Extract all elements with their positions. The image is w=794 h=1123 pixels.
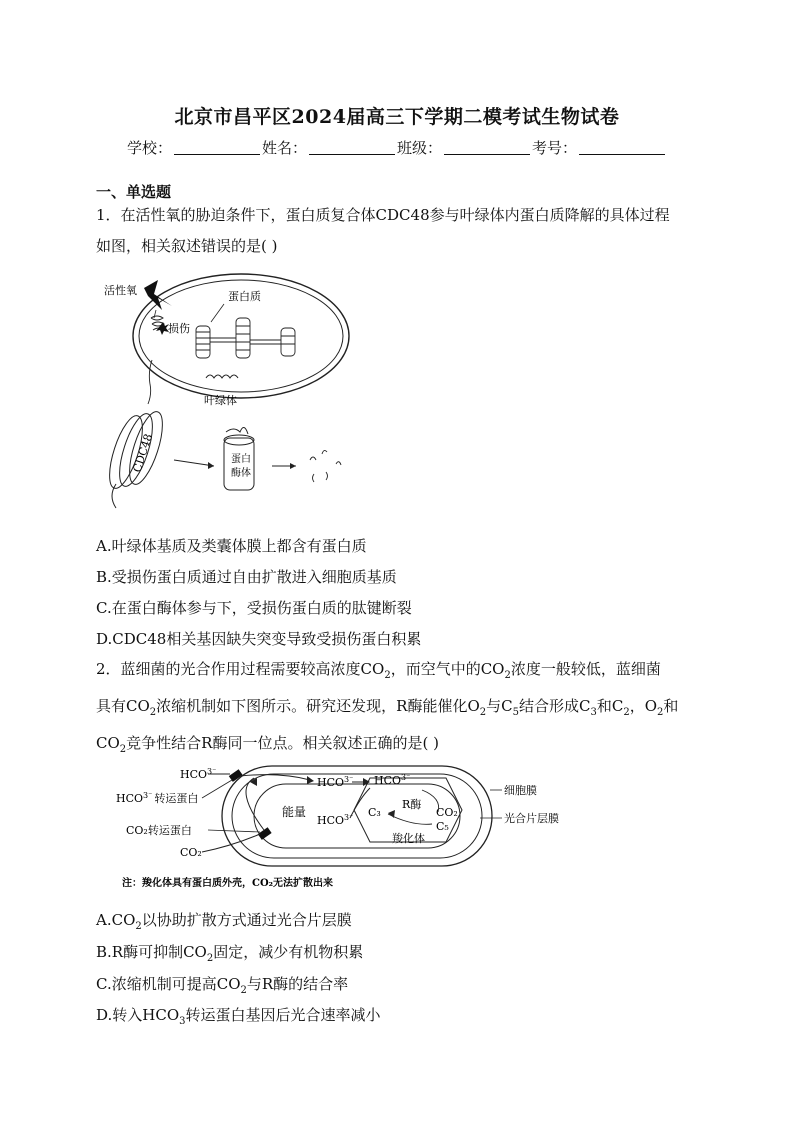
arrowhead-a bbox=[307, 776, 314, 784]
question-2-stem bbox=[96, 654, 716, 765]
ros-label: 活性氧 bbox=[104, 284, 137, 297]
arrowhead-1 bbox=[208, 462, 214, 469]
outer-hco3-label: $HCO^{3^-}$ bbox=[180, 767, 217, 781]
peptide-fragments bbox=[310, 450, 341, 482]
student-info-line bbox=[0, 137, 794, 158]
chloroplast-degradation-figure bbox=[96, 268, 366, 518]
ros-arrow bbox=[154, 310, 156, 318]
carboxysome-hco3-label: $HCO^{3^-}$ bbox=[374, 773, 411, 787]
exam-number-blank[interactable] bbox=[579, 140, 665, 155]
lightning-icon bbox=[144, 280, 172, 310]
hco3-transporter-label: $HCO^{3^-}$ 转运蛋白 bbox=[116, 791, 199, 805]
co2-uptake-arrow bbox=[202, 834, 260, 852]
q2-option-c[interactable]: C.浓缩机制可提高$CO_2$与R酶的结合率 bbox=[96, 975, 349, 996]
section-heading: 一、单选题 bbox=[96, 183, 172, 201]
c3-label: C₃ bbox=[368, 806, 381, 819]
outer-co2-label: CO₂ bbox=[180, 846, 202, 859]
school-blank[interactable] bbox=[174, 140, 260, 155]
proteasome-label-line2: 酶体 bbox=[231, 468, 251, 479]
question-2-line2: 具有$CO_2$浓缩机制如下图所示。研究还发现，R酶能催化$O_2$与$C_5$结合形成$C_3$和$C_2$，$O_2$和 bbox=[96, 697, 679, 718]
damage-label: 损伤 bbox=[168, 322, 190, 335]
energy-label: 能量 bbox=[282, 805, 307, 819]
exported-peptide bbox=[148, 360, 152, 404]
q2-option-d[interactable]: D.转入$HCO_3$转运蛋白基因后光合速率减小 bbox=[96, 1006, 381, 1027]
school-label: 学校： bbox=[126, 139, 172, 157]
co2-transporter-label: CO₂转运蛋白 bbox=[126, 824, 192, 837]
chloroplast-label: 叶绿体 bbox=[204, 394, 237, 407]
cdc48-label: CDC48 bbox=[130, 432, 156, 474]
question-2-line1: 2．蓝细菌的光合作用过程需要较高浓度$CO_2$，而空气中的$CO_2$浓度一般较低，蓝细菌 bbox=[96, 660, 661, 681]
cytosol-hco3-label: $HCO^{3^-}$ bbox=[317, 775, 354, 789]
q1-option-d[interactable]: D.CDC48相关基因缺失突变导致受损伤蛋白积累 bbox=[96, 630, 422, 648]
question-1-line1: 1．在活性氧的胁迫条件下，蛋白质复合体CDC48参与叶绿体内蛋白质降解的具体过程 bbox=[96, 206, 670, 224]
carboxysome-label: 羧化体 bbox=[392, 832, 425, 845]
co2-transporter-marker bbox=[258, 827, 272, 840]
name-label: 姓名： bbox=[261, 139, 307, 157]
c5-label: C₅ bbox=[436, 820, 449, 833]
co2-concentrating-figure bbox=[112, 760, 582, 895]
protein-label: 蛋白质 bbox=[228, 290, 261, 303]
thylakoid-stacks bbox=[196, 318, 295, 358]
figure-note: 注：羧化体具有蛋白质外壳，CO₂无法扩散出来 bbox=[122, 878, 334, 889]
hco3-to-cytosol-arrow bbox=[240, 775, 310, 780]
name-blank[interactable] bbox=[309, 140, 395, 155]
class-blank[interactable] bbox=[444, 140, 530, 155]
q2-option-a[interactable]: $A.CO_2$以协助扩散方式通过光合片层膜 bbox=[96, 911, 352, 932]
question-2-line3: $CO_2$竞争性结合R酶同一位点。相关叙述正确的是( ) bbox=[96, 734, 439, 755]
lumen-hco3-label: $HCO^{3^-}$ bbox=[317, 813, 354, 827]
q2-option-b[interactable]: B.R酶可抑制$CO_2$固定，减少有机物积累 bbox=[96, 943, 364, 964]
exam-number-label: 考号： bbox=[532, 139, 578, 157]
r-enzyme-label: R酶 bbox=[402, 798, 422, 811]
inner-co2-label: CO₂ bbox=[436, 806, 458, 819]
q1-option-b[interactable]: B.受损伤蛋白质通过自由扩散进入细胞质基质 bbox=[96, 568, 397, 586]
protein-pointer bbox=[211, 304, 224, 322]
question-1-line2: 如图，相关叙述错误的是( ) bbox=[96, 237, 278, 255]
arrowhead-d bbox=[388, 810, 395, 818]
page-title: 北京市昌平区2024届高三下学期二模考试生物试卷 bbox=[174, 106, 620, 128]
q1-option-c[interactable]: C.在蛋白酶体参与下，受损伤蛋白质的肽键断裂 bbox=[96, 599, 412, 617]
arrowhead-2 bbox=[290, 463, 296, 469]
cell-membrane-label: 细胞膜 bbox=[504, 784, 537, 797]
thylakoid-label: 光合片层膜 bbox=[504, 812, 559, 825]
class-label: 班级： bbox=[397, 139, 443, 157]
question-1-stem bbox=[96, 200, 706, 262]
proteasome-label-line1: 蛋白 bbox=[231, 454, 251, 465]
q1-option-a[interactable]: A.叶绿体基质及类囊体膜上都含有蛋白质 bbox=[96, 537, 367, 555]
hco3-transporter-pointer bbox=[202, 780, 232, 798]
free-protein-coil bbox=[206, 375, 238, 378]
